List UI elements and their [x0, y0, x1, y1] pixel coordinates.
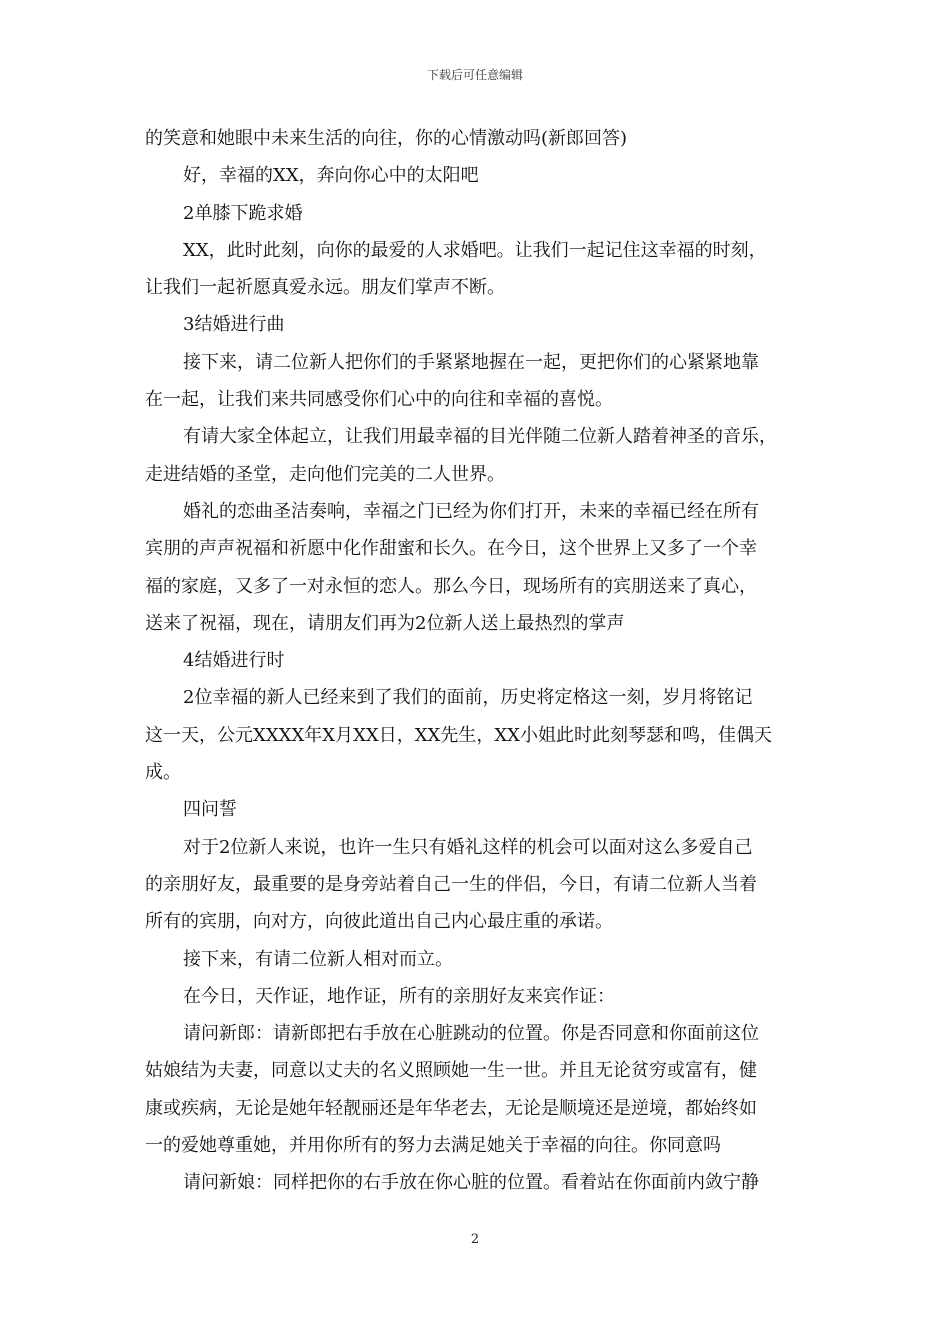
text-line: 宾朋的声声祝福和祈愿中化作甜蜜和长久。在今日，这个世界上又多了一个幸 [145, 538, 757, 560]
text-line: 一的爱她尊重她，并用你所有的努力去满足她关于幸福的向往。你同意吗 [145, 1135, 721, 1157]
text-line: 2位幸福的新人已经来到了我们的面前，历史将定格这一刻，岁月将铭记 [183, 687, 753, 709]
text-line: 让我们一起祈愿真爱永远。朋友们掌声不断。 [145, 277, 505, 299]
text-line: 4结婚进行时 [183, 650, 285, 672]
text-line: 四问誓 [183, 799, 237, 821]
text-line: 对于2位新人来说，也许一生只有婚礼这样的机会可以面对这么多爱自己 [183, 836, 753, 858]
text-line: 成。 [145, 762, 181, 784]
text-line: 请问新郎：请新郎把右手放在心脏跳动的位置。你是否同意和你面前这位 [183, 1023, 759, 1045]
text-line: 福的家庭，又多了一对永恒的恋人。那么今日，现场所有的宾朋送来了真心， [145, 575, 757, 597]
text-line: XX，此时此刻，向你的最爱的人求婚吧。让我们一起记住这幸福的时刻， [183, 239, 767, 261]
text-line: 走进结婚的圣堂，走向他们完美的二人世界。 [145, 463, 505, 485]
text-line: 接下来，请二位新人把你们的手紧紧地握在一起，更把你们的心紧紧地靠 [183, 351, 759, 373]
page-header: 下载后可任意编辑 [426, 68, 523, 82]
text-line: 接下来，有请二位新人相对而立。 [183, 948, 453, 970]
text-line: 康或疾病，无论是她年轻靓丽还是年华老去，无论是顺境还是逆境，都始终如 [145, 1097, 757, 1119]
text-line: 2单膝下跪求婚 [183, 202, 303, 224]
text-line: 送来了祝福，现在，请朋友们再为2位新人送上最热烈的掌声 [145, 612, 625, 634]
text-line: 的亲朋好友，最重要的是身旁站着自己一生的伴侣，今日，有请二位新人当着 [145, 873, 757, 895]
text-line: 请问新娘：同样把你的右手放在你心脏的位置。看着站在你面前内敛宁静 [183, 1172, 759, 1194]
text-line: 在一起，让我们来共同感受你们心中的向往和幸福的喜悦。 [145, 389, 613, 411]
text-line: 这一天，公元XXXX年X月XX日，XX先生，XX小姐此时此刻琴瑟和鸣，佳偶天 [145, 724, 772, 746]
text-line: 好，幸福的XX，奔向你心中的太阳吧 [183, 165, 479, 187]
text-line: 的笑意和她眼中未来生活的向往，你的心情激动吗(新郎回答) [145, 128, 628, 149]
text-line: 所有的宾朋，向对方，向彼此道出自己内心最庄重的承诺。 [145, 911, 613, 933]
text-line: 姑娘结为夫妻，同意以丈夫的名义照顾她一生一世。并且无论贫穷或富有，健 [145, 1060, 757, 1082]
text-line: 在今日，天作证，地作证，所有的亲朋好友来宾作证： [183, 985, 615, 1007]
text-line: 3结婚进行曲 [183, 314, 285, 336]
text-line: 婚礼的恋曲圣洁奏响，幸福之门已经为你们打开，未来的幸福已经在所有 [183, 500, 759, 522]
text-line: 有请大家全体起立，让我们用最幸福的目光伴随二位新人踏着神圣的音乐， [183, 426, 777, 448]
page-number: 2 [470, 1232, 480, 1247]
document-body [145, 120, 810, 1202]
